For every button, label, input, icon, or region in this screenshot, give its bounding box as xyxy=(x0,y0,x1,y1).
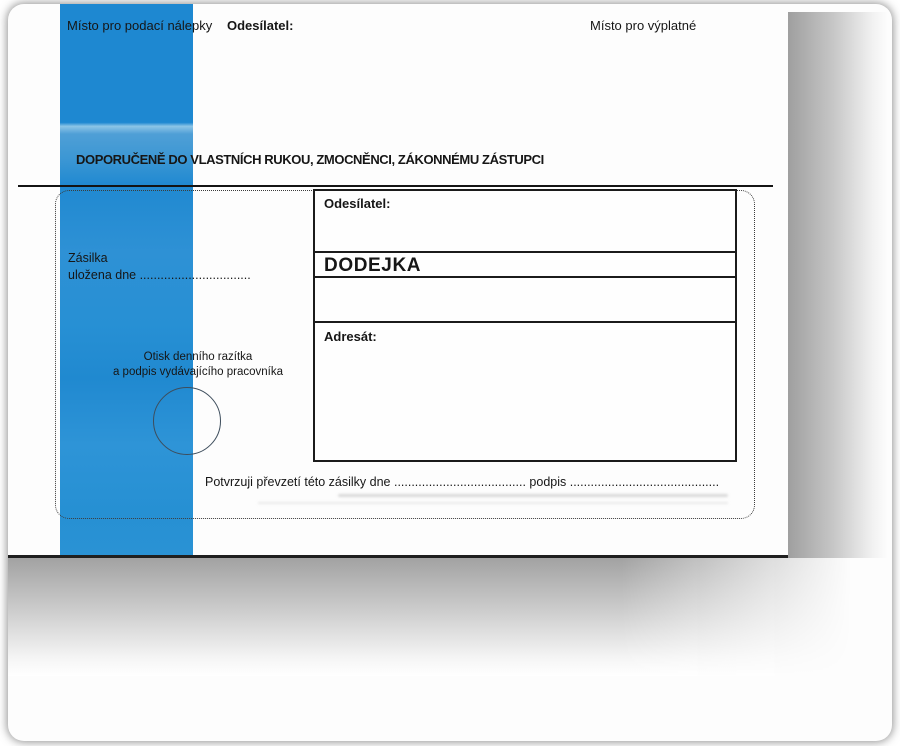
registered-mail-heading: DOPORUČENĚ DO VLASTNÍCH RUKOU, ZMOCNĚNCI, ZÁKONNÉMU ZÁSTUPCI xyxy=(76,152,544,167)
delivery-confirmation-box xyxy=(313,189,737,462)
sender-top-label: Odesílatel: xyxy=(227,18,294,33)
deposit-date-note xyxy=(68,250,251,284)
blank-row xyxy=(315,278,735,323)
receipt-confirmation-line: Potvrzuji převzetí této zásilky dne ...................................... podpis ........................................... xyxy=(205,475,720,489)
scan-shadow-right xyxy=(788,12,888,558)
stamp-note-line2: a podpis vydávajícího pracovníka xyxy=(112,366,284,378)
stamp-note-line1: Otisk denního razítka xyxy=(143,351,253,363)
dodejka-title: DODEJKA xyxy=(315,253,735,278)
scan-shadow-bottom xyxy=(8,558,860,676)
scanned-envelope xyxy=(8,4,892,741)
scan-artifact xyxy=(338,494,728,497)
addressee-field-label: Adresát: xyxy=(324,329,377,344)
deposit-line2: uložena dne ................................ xyxy=(68,268,251,282)
sender-field-label: Odesílatel: xyxy=(315,191,735,253)
deposit-line1: Zásilka xyxy=(68,251,108,265)
stamp-circle xyxy=(153,387,221,455)
stamp-signature-note xyxy=(68,350,328,380)
horizontal-rule xyxy=(18,185,773,187)
posting-label-area-text: Místo pro podací nálepky xyxy=(67,18,213,33)
postage-area-label: Místo pro výplatné xyxy=(590,18,697,33)
scan-artifact xyxy=(258,502,728,504)
